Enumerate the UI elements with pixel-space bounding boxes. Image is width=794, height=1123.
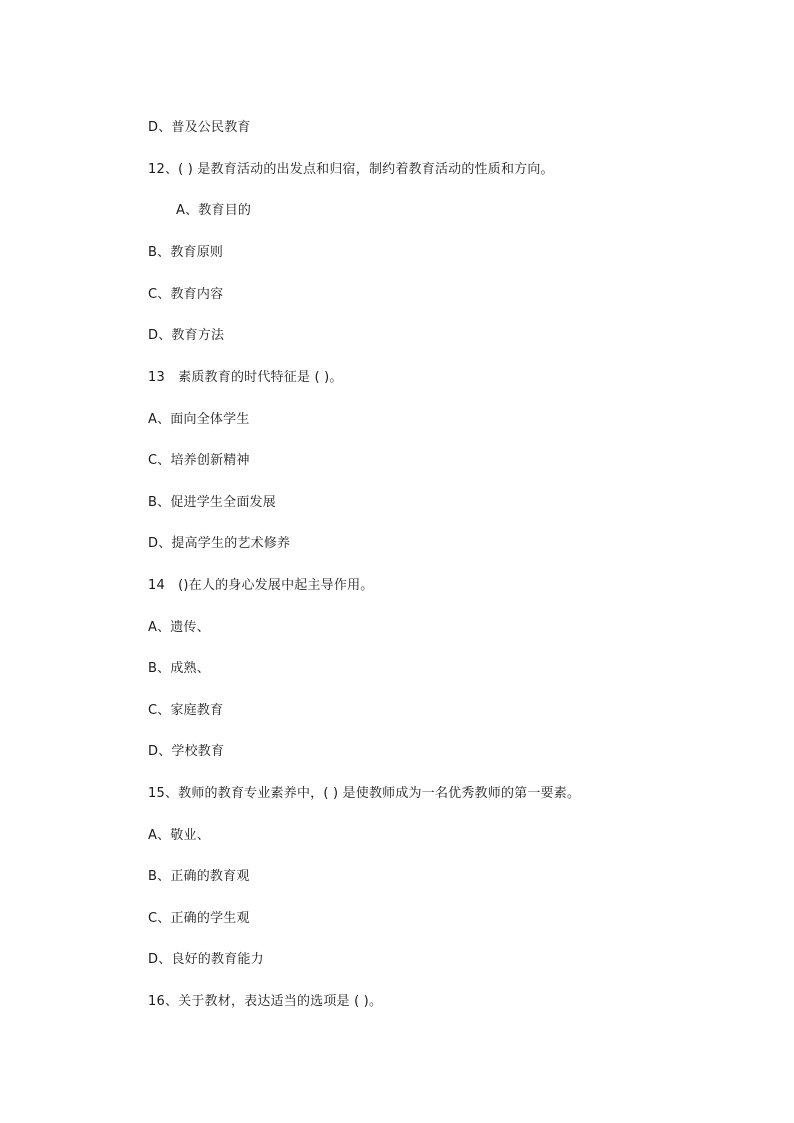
option-d-q15: D、良好的教育能力	[148, 952, 264, 967]
option-c-q12: C、教育内容	[148, 287, 224, 302]
option-a-q13: A、面向全体学生	[148, 412, 250, 427]
option-a-q12: A、教育目的	[176, 203, 252, 218]
option-b-q14: B、成熟、	[148, 661, 210, 676]
option-c-q13: C、培养创新精神	[148, 453, 250, 468]
option-a-q14: A、遗传、	[148, 620, 210, 635]
option-c-q15: C、正确的学生观	[148, 911, 250, 926]
option-d-q14: D、学校教育	[148, 744, 225, 759]
question-15: 15、教师的教育专业素养中，( ) 是使教师成为一名优秀教师的第一要素。	[148, 786, 581, 801]
question-13: 13 素质教育的时代特征是 ( )。	[148, 370, 343, 385]
option-b-q12: B、教育原则	[148, 245, 224, 260]
option-a-q15: A、敬业、	[148, 828, 210, 843]
option-d-q12: D、教育方法	[148, 328, 225, 343]
option-d-q11: D、普及公民教育	[148, 120, 251, 135]
option-b-q13: B、促进学生全面发展	[148, 495, 276, 510]
option-d-q13: D、提高学生的艺术修养	[148, 536, 291, 551]
option-c-q14: C、家庭教育	[148, 703, 224, 718]
option-b-q15: B、正确的教育观	[148, 869, 250, 884]
question-16: 16、关于教材，表达适当的选项是 ( )。	[148, 994, 383, 1009]
question-14: 14 ()在人的身心发展中起主导作用。	[148, 578, 374, 593]
question-12: 12、( ) 是教育活动的出发点和归宿，制约着教育活动的性质和方向。	[148, 162, 554, 177]
